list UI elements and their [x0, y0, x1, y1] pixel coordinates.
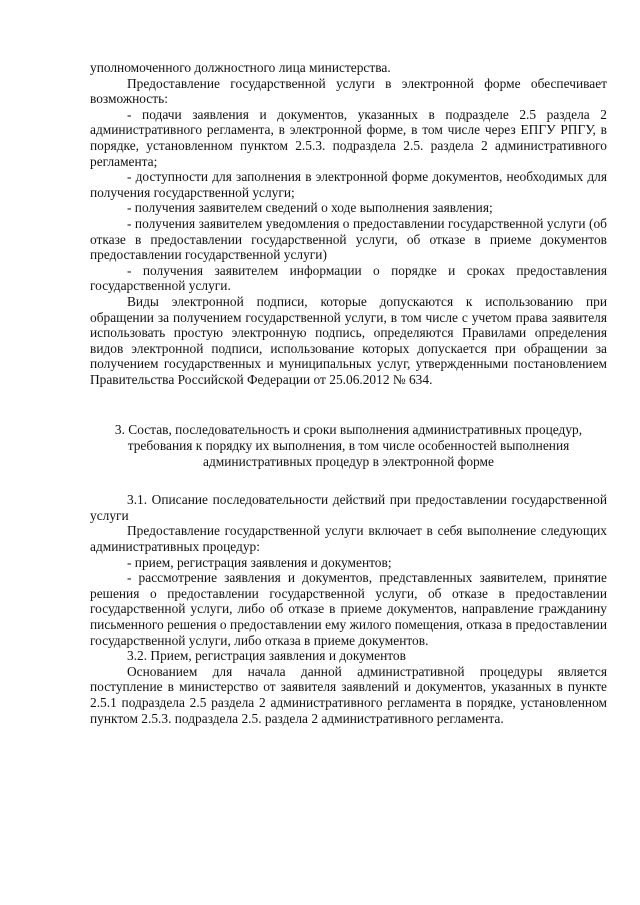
section-heading: 3. Состав, последовательность и сроки выполнения административных процедур, требования к порядку их выполнения, в том числе особенностей выполнения административных процедур в электронной форме: [114, 422, 583, 469]
paragraph: уполномоченного должностного лица министерства.: [90, 60, 391, 75]
document-page: [90, 60, 607, 726]
list-item: - получения заявителем уведомления о предоставлении государственной услуги (об отказе в предоставлении государственной услуги, об отказе в приеме документов предоставлении государственной услуги): [90, 215, 607, 263]
subsection-heading: 3.1. Описание последовательности действий при предоставлении государственной услуги: [90, 492, 607, 523]
subsection-heading: 3.2. Прием, регистрация заявления и документов: [127, 648, 406, 664]
paragraph: Виды электронной подписи, которые допускаются к использованию при обращении за получением государственной услуги, в том числе с учетом права заявителя использовать простую электронную подпись, определяются Правилами определения видов электронной подписи, использование которых допускается при обращении за получением государственных и муниципальных услуг, утвержденными постановлением Правительства Российской Федерации от 25.06.2012 № 634.: [90, 293, 607, 387]
list-item: - рассмотрение заявления и документов, представленных заявителем, принятие решения о предоставлении государственной услуги, об отказе в предоставлении государственной услуги, либо об отказе в приеме документов, направление гражданину письменного решения о предоставлении ему жилого помещения, отказа в предоставлении государственной услуги, либо отказа в приеме документов.: [90, 570, 607, 648]
paragraph: Предоставление государственной услуги включает в себя выполнение следующих административных процедур:: [90, 523, 607, 555]
list-item: - получения заявителем информации о порядке и сроках предоставления государственной услуги.: [90, 262, 607, 294]
paragraph: Предоставление государственной услуги в электронной форме обеспечивает возможность:: [90, 75, 607, 107]
list-item: - доступности для заполнения в электронной форме документов, необходимых для получения государственной услуги;: [90, 169, 607, 200]
list-item: - подачи заявления и документов, указанных в подразделе 2.5 раздела 2 административного регламента, в электронной форме, в том числе через ЕПГУ РПГУ, в порядке, установленном пунктом 2.5.3. подраздела 2.5. раздела 2 административного регламента;: [90, 106, 607, 169]
list-item: - прием, регистрация заявления и документов;: [127, 554, 392, 570]
paragraph: Основанием для начала данной административной процедуры является поступление в министерство от заявителя заявлений и документов, указанных в пункте 2.5.1 подраздела 2.5 раздела 2 административного регламента в порядке, установленном пунктом 2.5.3. подраздела 2.5. раздела 2 административного регламента.: [90, 663, 607, 726]
list-item: - получения заявителем сведений о ходе выполнения заявления;: [127, 200, 493, 216]
